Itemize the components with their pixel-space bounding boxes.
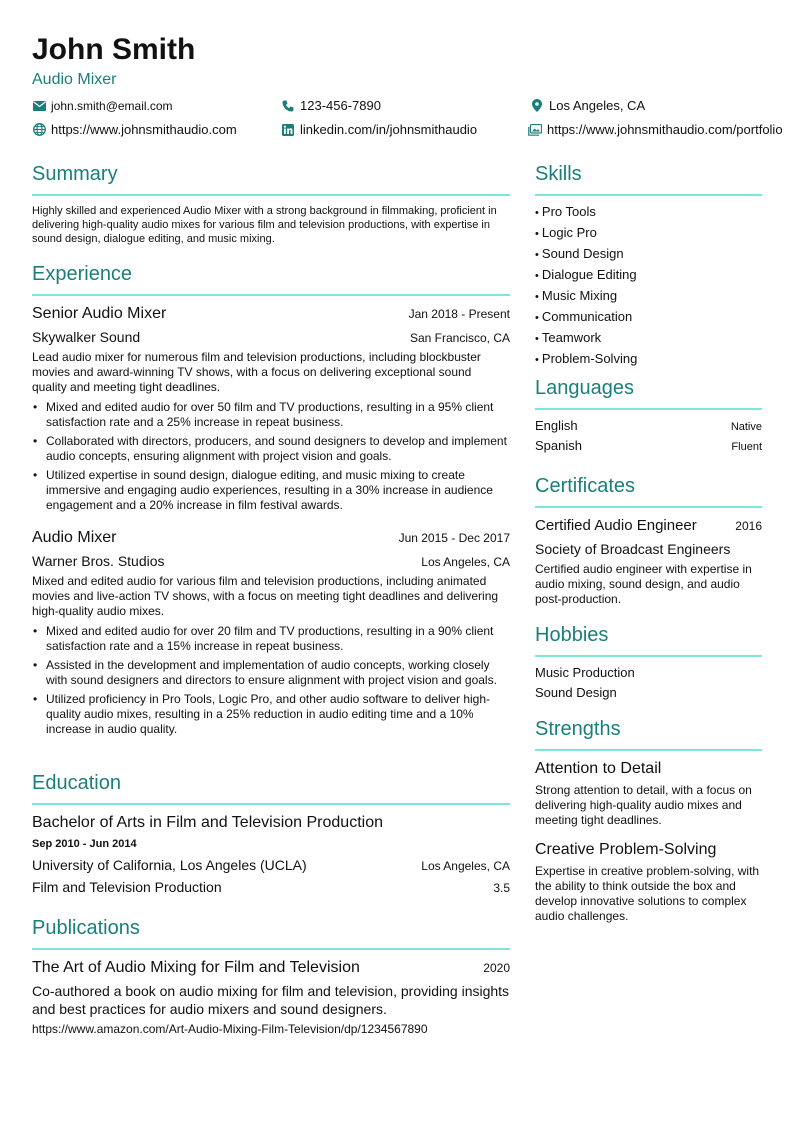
publication-link[interactable]: https://www.amazon.com/Art-Audio-Mixing-Film-Television/dp/1234567890	[32, 1022, 428, 1036]
skill-item: • Pro Tools	[535, 202, 637, 223]
phone-icon	[281, 99, 295, 113]
certificate-year: 2016	[735, 519, 762, 533]
education-heading: Education	[32, 772, 121, 794]
job-bullet: • Utilized proficiency in Pro Tools, Logic Pro, and other audio software to deliver high-quality audio mixes, resulting in a 25% reduction in audio editing time and a 10% increase in audio quality.	[32, 692, 512, 737]
experience-divider	[32, 294, 510, 296]
job-company: Skywalker Sound	[32, 329, 141, 345]
strengths-heading: Strengths	[535, 718, 621, 740]
job-description: Lead audio mixer for numerous film and television productions, including blockbuster movies and award-winning TV shows, with a focus on delivering exceptional sound quality and meeting tight deadlines.	[32, 350, 481, 394]
education-school: University of California, Los Angeles (UCLA)	[32, 857, 307, 873]
languages-heading: Languages	[535, 377, 634, 399]
summary-divider	[32, 194, 510, 196]
email-icon	[32, 99, 46, 113]
job-bullet: • Utilized expertise in sound design, dialogue editing, and music mixing to create immersive and engaging audio experiences, resulting in a 30% increase in audience engagement and a 20% increase in film festival awards.	[32, 468, 512, 513]
certificates-divider	[535, 506, 762, 508]
job-bullet: • Assisted in the development and implementation of audio concepts, working closely with sound designers and directors to ensure alignment with project vision and goals.	[32, 658, 512, 688]
certificates-heading: Certificates	[535, 475, 636, 497]
skills-heading: Skills	[535, 163, 582, 185]
job-date: Jan 2018 - Present	[408, 307, 510, 321]
education-location: Los Angeles, CA	[421, 859, 510, 873]
experience-heading: Experience	[32, 263, 133, 285]
skill-item: • Problem-Solving	[535, 349, 637, 370]
contact-phone-text: 123-456-7890	[300, 98, 381, 113]
skill-item: • Sound Design	[535, 244, 637, 265]
education-divider	[32, 803, 510, 805]
job-bullets	[32, 624, 512, 741]
skills-divider	[535, 194, 762, 196]
job-location: San Francisco, CA	[409, 331, 510, 345]
portfolio-icon	[528, 123, 542, 137]
strength-title: Creative Problem-Solving	[535, 841, 717, 858]
job-bullets	[32, 400, 512, 517]
language-level: Native	[730, 421, 762, 433]
education-gpa: 3.5	[493, 881, 510, 895]
candidate-name: John Smith	[32, 33, 196, 66]
language-row	[535, 418, 762, 433]
contact-location-text: Los Angeles, CA	[549, 98, 646, 113]
strengths-divider	[535, 749, 762, 751]
strength-description: Strong attention to detail, with a focus on delivering high-quality audio mixes and meeting tight deadlines.	[535, 783, 752, 827]
globe-icon	[32, 123, 46, 137]
location-pin-icon	[530, 99, 544, 113]
language-row	[535, 438, 762, 453]
contact-portfolio-text: https://www.johnsmithaudio.com/portfolio	[547, 122, 783, 137]
education-date: Sep 2010 - Jun 2014	[32, 838, 137, 850]
skill-item: • Logic Pro	[535, 223, 637, 244]
contact-phone[interactable]	[281, 98, 381, 113]
job-date: Jun 2015 - Dec 2017	[398, 531, 510, 545]
certificate-org: Society of Broadcast Engineers	[535, 541, 731, 557]
hobby-item: Sound Design	[535, 685, 617, 700]
candidate-role: Audio Mixer	[32, 71, 117, 88]
job-bullet: • Collaborated with directors, producers, and sound designers to develop and implement audio concepts, ensuring alignment with project vision and goals.	[32, 434, 512, 464]
job-bullet: • Mixed and edited audio for over 20 film and TV productions, resulting in a 90% client satisfaction rate and a 15% increase in repeat business.	[32, 624, 512, 654]
strength-description: Expertise in creative problem-solving, with the ability to think outside the box and develop innovative solutions to complex audio challenges.	[535, 864, 760, 923]
skill-item: • Communication	[535, 307, 637, 328]
contact-linkedin[interactable]	[281, 122, 477, 137]
hobbies-heading: Hobbies	[535, 624, 609, 646]
contact-website[interactable]	[32, 122, 237, 137]
certificate-description: Certified audio engineer with expertise in audio mixing, sound design, and audio post-production.	[535, 562, 752, 606]
job-title: Audio Mixer	[32, 529, 117, 546]
publications-heading: Publications	[32, 917, 140, 939]
publication-year: 2020	[483, 961, 510, 975]
job-description: Mixed and edited audio for various film and television productions, including animated movies and live-action TV shows, with a focus on meeting tight deadlines and delivering high-quality audio mixes.	[32, 574, 499, 618]
contact-email-text: john.smith@email.com	[51, 99, 173, 113]
job-company: Warner Bros. Studios	[32, 553, 165, 569]
certificate-name: Certified Audio Engineer	[535, 517, 697, 534]
skill-item: • Teamwork	[535, 328, 637, 349]
skill-item: • Music Mixing	[535, 286, 637, 307]
hobbies-divider	[535, 655, 762, 657]
publication-description: Co-authored a book on audio mixing for film and television, providing insights and best practices for audio mixers and sound designers.	[32, 983, 510, 1017]
contact-portfolio[interactable]	[528, 122, 783, 137]
education-field: Film and Television Production	[32, 879, 222, 895]
summary-text: Highly skilled and experienced Audio Mixer with a strong background in filmmaking, proficient in delivering high-quality audio mixes for various film and television productions, with expertise in sound design, dialogue editing, and music mixing.	[32, 205, 497, 245]
language-name: English	[535, 418, 578, 433]
job-title: Senior Audio Mixer	[32, 305, 167, 322]
skill-item: • Dialogue Editing	[535, 265, 637, 286]
job-location: Los Angeles, CA	[421, 555, 510, 569]
strength-title: Attention to Detail	[535, 760, 662, 777]
contact-linkedin-text: linkedin.com/in/johnsmithaudio	[300, 122, 478, 137]
skills-list	[535, 202, 637, 370]
job-bullet: • Mixed and edited audio for over 50 film and TV productions, resulting in a 95% client satisfaction rate and a 25% increase in repeat business.	[32, 400, 512, 430]
publications-divider	[32, 948, 510, 950]
languages-divider	[535, 408, 762, 410]
linkedin-icon	[281, 123, 295, 137]
summary-heading: Summary	[32, 163, 118, 185]
publication-title: The Art of Audio Mixing for Film and Television	[32, 959, 360, 976]
contact-location	[530, 98, 645, 113]
hobby-item: Music Production	[535, 665, 635, 680]
contact-website-text: https://www.johnsmithaudio.com	[51, 122, 237, 137]
education-degree: Bachelor of Arts in Film and Television Production	[32, 814, 383, 831]
language-level: Fluent	[731, 441, 762, 453]
contact-email[interactable]	[32, 99, 173, 113]
language-name: Spanish	[535, 438, 582, 453]
